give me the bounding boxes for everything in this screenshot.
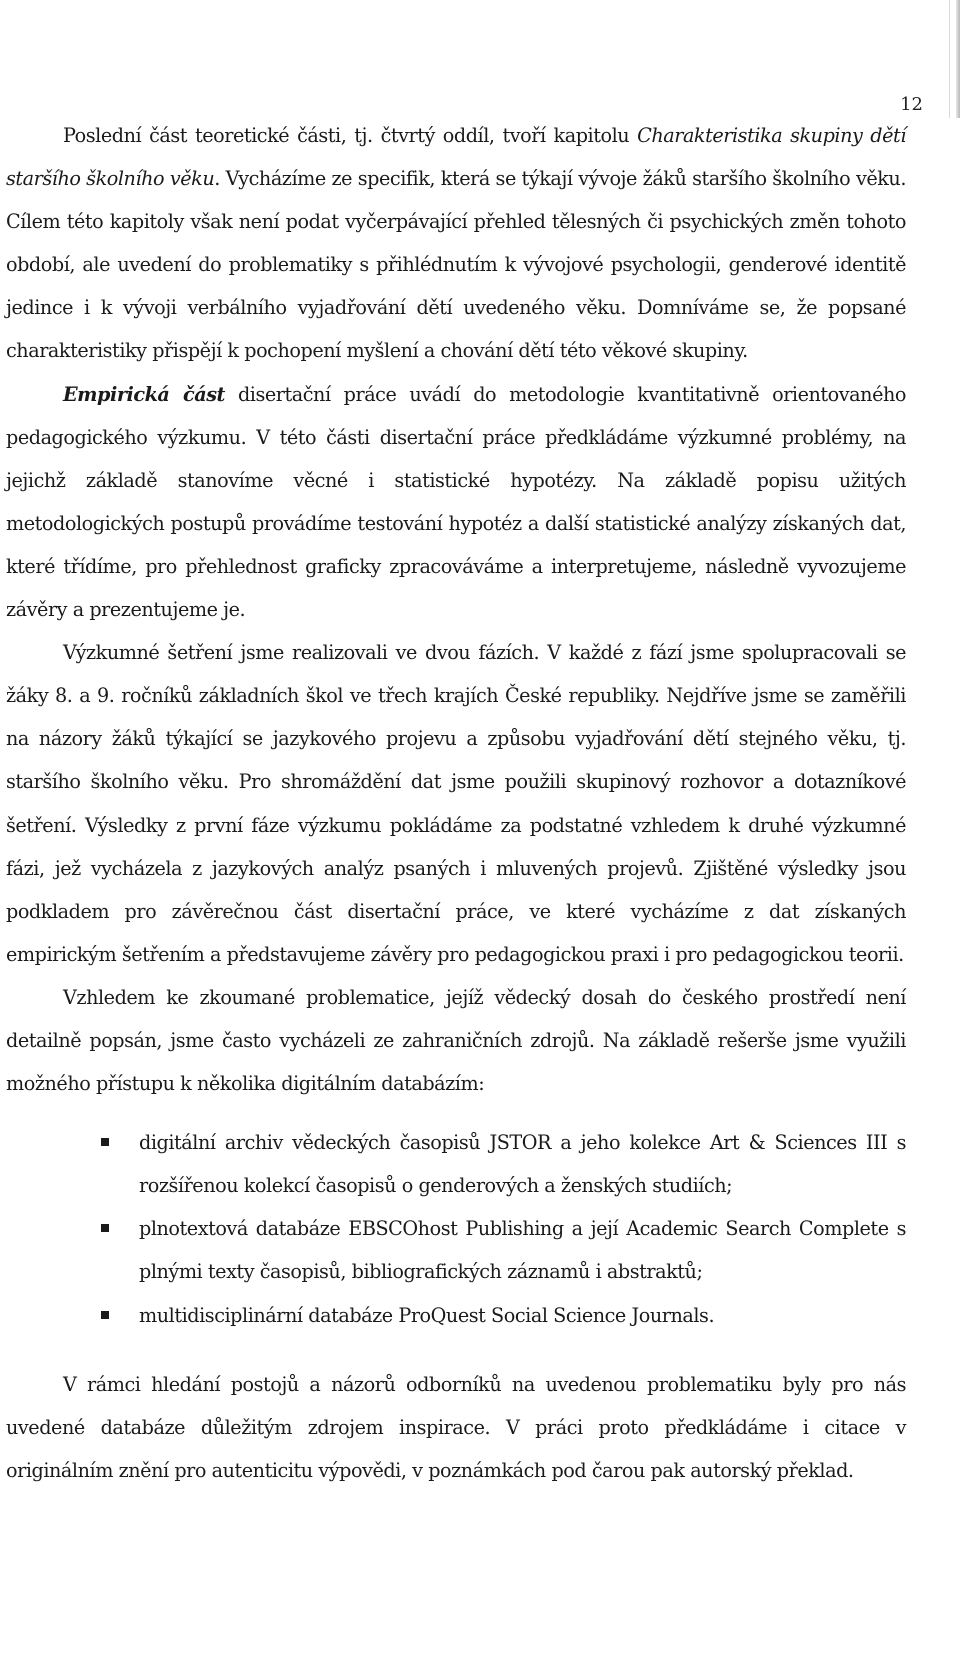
chapter-title: Charakteristika skupiny dětí staršího školního věku	[6, 124, 906, 191]
paragraph-research-phases: Výzkumné šetření jsme realizovali ve dvou fázích. V každé z fází jsme spolupracovali se žáky 8. a 9. ročníků základních škol ve třech krajích České republiky. Nejdříve jsme se zaměřili na názory žáků týkající se jazykového projevu a způsobu vyjadřování dětí stejného věku, tj. staršího školního věku. Pro shromáždění dat jsme použili skupinový rozhovor a dotazníkové šetření. Výsledky z první fáze výzkumu pokládáme za podstatné vzhledem k druhé výzkumné fázi, jež vycházela z jazykových analýz psaných i mluvených projevů. Zjištěné výsledky jsou podkladem pro závěrečnou část disertační práce, ve které vycházíme z dat získaných empirickým šetřením a představujeme závěry pro pedagogickou praxi i pro pedagogickou teorii.	[6, 641, 906, 966]
paragraph-text: . Vycházíme ze specifik, která se týkají vývoje žáků staršího školního věku. Cílem této kapitoly však není podat vyčerpávající přehled tělesných či psychických změn tohoto období, ale uvedení do problematiky s přihlédnutím k vývojové psychologii, genderové identitě jedince i k vývoji verbálního vyjadřování dětí uvedeného věku. Domníváme se, že popsané charakteristiky přispějí k pochopení myšlení a chování dětí této věkové skupiny.	[6, 167, 906, 363]
paragraph-text: Poslední část teoretické části, tj. čtvrtý oddíl, tvoří kapitolu	[63, 124, 638, 147]
list-item-text: digitální archiv vědeckých časopisů JSTOR a jeho kolekce Art & Sciences III s rozšířenou kolekcí časopisů o genderových a ženských studiích;	[139, 1131, 906, 1198]
list-item-text: plnotextová databáze EBSCOhost Publishing a její Academic Search Complete s plnými texty časopisů, bibliografických záznamů i abstraktů;	[139, 1217, 906, 1284]
paragraph-empirical-part	[6, 373, 906, 632]
square-bullet-icon	[101, 1138, 109, 1146]
list-item	[6, 1121, 906, 1207]
page-edge-shadow	[956, 0, 960, 118]
page-edge-line	[949, 0, 950, 118]
database-list	[6, 1121, 906, 1336]
paragraph-sources: Vzhledem ke zkoumané problematice, jejíž vědecký dosah do českého prostředí není detailně popsán, jsme často vycházeli ze zahraničních zdrojů. Na základě rešerše jsme využili možného přístupu k několika digitálním databázím:	[6, 985, 906, 1096]
empirical-part-keyword: Empirická část	[63, 382, 225, 406]
square-bullet-icon	[101, 1311, 109, 1319]
list-item	[6, 1294, 906, 1337]
page-number: 12	[900, 94, 923, 115]
square-bullet-icon	[101, 1224, 109, 1232]
document-body	[6, 114, 906, 1492]
paragraph-citations: V rámci hledání postojů a názorů odborníků na uvedenou problematiku byly pro nás uvedené databáze důležitým zdrojem inspirace. V práci proto předkládáme i citace v originálním znění pro autenticitu výpovědi, v poznámkách pod čarou pak autorský překlad.	[6, 1372, 906, 1482]
list-item	[6, 1207, 906, 1293]
paragraph-text: disertační práce uvádí do metodologie kvantitativně orientovaného pedagogického výzkumu. V této části disertační práce předkládáme výzkumné problémy, na jejichž základě stanovíme věcné i statistické hypotézy. Na základě popisu užitých metodologických postupů provádíme testování hypotéz a další statistické analýzy získaných dat, které třídíme, pro přehlednost graficky zpracováváme a interpretujeme, následně vyvozujeme závěry a prezentujeme je.	[6, 382, 906, 622]
paragraph-chapter-overview	[6, 114, 906, 373]
list-item-text: multidisciplinární databáze ProQuest Social Science Journals.	[139, 1303, 715, 1327]
